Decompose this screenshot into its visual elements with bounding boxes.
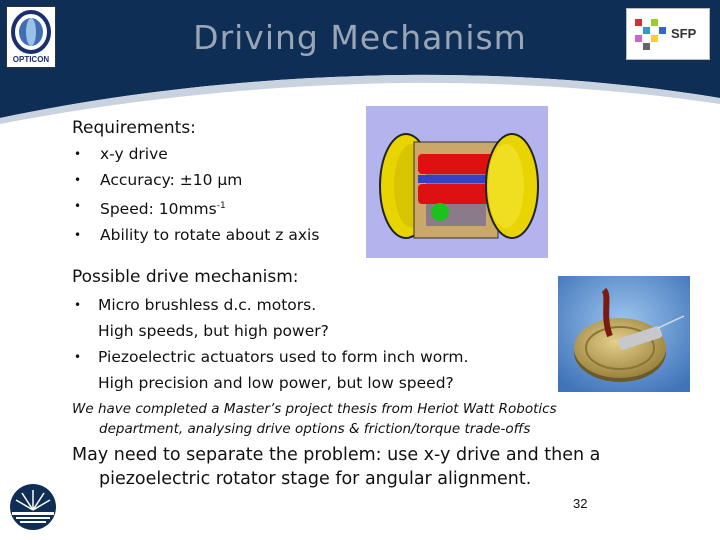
page-number: 32	[573, 496, 588, 511]
motor-render-image	[366, 106, 548, 258]
drive-list	[72, 292, 542, 396]
piezo-motor-photo	[558, 276, 690, 392]
conclusion-text: May need to separate the problem: use x-y drive and then a piezoelectric rotator stage for angular alignment.	[72, 445, 601, 489]
list-item: • Speed: 10mms$^{-1}$	[74, 199, 226, 219]
opticon-logo-text: OPTICON	[12, 55, 50, 64]
sfp-logo-text: SFP	[671, 26, 697, 41]
list-item: • Micro brushless d.c. motors. High speeds, but high power?	[74, 296, 329, 340]
slide-title: Driving Mechanism	[193, 18, 527, 57]
list-item: • Accuracy: ±10 μm	[74, 171, 243, 189]
requirements-list	[72, 141, 372, 248]
list-item: • x-y drive	[74, 145, 168, 163]
institution-logo	[8, 482, 58, 532]
sfp-logo	[626, 8, 710, 60]
opticon-logo	[6, 6, 56, 68]
project-note: We have completed a Master’s project thesis from Heriot Watt Robotics department, analysing drive options & friction/torque trade-offs	[72, 401, 557, 437]
drive-heading: Possible drive mechanism:	[72, 267, 299, 287]
list-item: • Piezoelectric actuators used to form inch worm. High precision and low power, but low speed?	[74, 348, 469, 392]
requirements-heading: Requirements:	[72, 118, 196, 138]
list-item: • Ability to rotate about z axis	[74, 226, 320, 245]
